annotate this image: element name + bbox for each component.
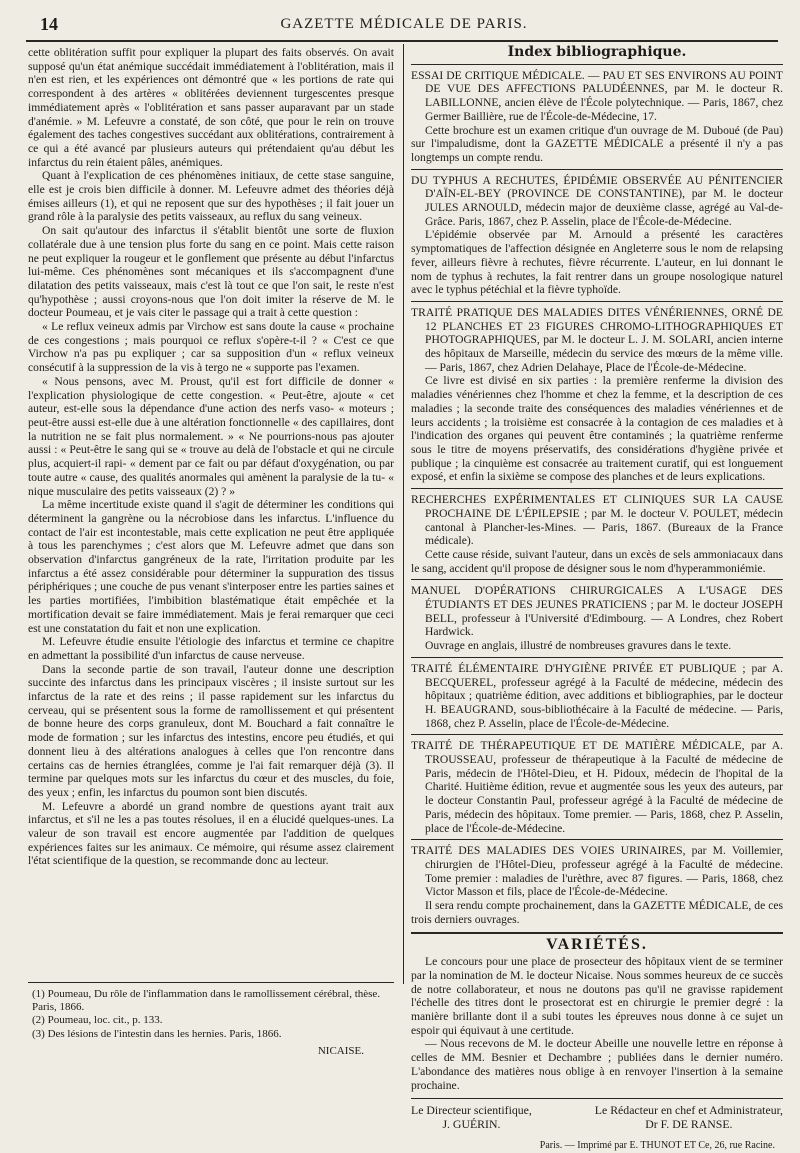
quotation: « Le reflux veineux admis par Virchow est sans doute la cause « prochaine de ces congestions ; mais pourquoi ce reflux s'opère-t-il ? « C'est ce que Virchow n'a pas pu expliquer ; car sa supposition d'un « reflux veineux consécutif à la suppression de la vis à tergo ne « supporte pas l'examen. bbox=[28, 320, 394, 375]
director-role: Le Directeur scientifique, bbox=[411, 1103, 532, 1118]
index-entry bbox=[411, 301, 783, 484]
page-header bbox=[30, 14, 778, 36]
entry-reference: TRAITÉ DES MALADIES DES VOIES URINAIRES, par M. Voillemier, chirurgien de l'Hôtel-Dieu, professeur agrégé à la Faculté de médecine. Tome premier : maladies de l'urèthre, avec 87 figures. — Paris, 1868, chez Victor Masson et fils, place de l'École-de-Médecine. bbox=[411, 844, 783, 899]
paragraph: M. Lefeuvre a abordé un grand nombre de questions ayant trait aux infarctus, et s'il ne les a pas toutes résolues, il en a élucidé quelques-unes. La valeur de son travail est encore augmentée par l'addition de quelques expériences faites sur les animaux. Ce mémoire, qui résume assez clairement l'état scientifique de la question, se recommande donc au lecteur. bbox=[28, 799, 394, 868]
paragraph: On sait qu'autour des infarctus il s'établit bientôt une sorte de fluxion collatérale due à une tension plus forte du sang en ce point. Mais cette raison ne peut expliquer la rougeur et le gonflement que présente au début l'infarctus lui-même. Ces phénomènes sont mécaniques et ils s'accompagnent d'une dilatation des petits vaisseaux, mais c'est là tout ce que l'on sait, le reste n'est qu'hypothèse ; aussi croyons-nous que l'on doit imiter la réserve de M. le docteur Poumeau, et je vais citer le passage qui a trait à cette question : bbox=[28, 224, 394, 320]
footnote: (2) Poumeau, loc. cit., p. 133. bbox=[32, 1014, 163, 1027]
editor-signature bbox=[595, 1103, 783, 1131]
index-heading: Index bibliographique. bbox=[507, 44, 687, 60]
index-entry bbox=[411, 839, 783, 926]
paragraph: La même incertitude existe quand il s'agit de déterminer les conditions qui déterminent la gangrène ou la nécrobiose dans les infarctus. L'influence du contact de l'air est incontestable, mais cette explication ne peut être appliquée à tous les parenchymes ; c'est alors que M. Lefeuvre admet que dans son observation d'infarctus gangréneux de la rate, l'irritation produite par les infarctus a été assez considérable pour déterminer la suppuration des tissus périphériques ; une couche de pus venant s'interposer entre les parties saines et les parties mortifiées, l'imbibition blastématique était empêchée et la mortification devait se faire immédiatement. Mais je ferai remarquer que ceci est une constatation du fait et non une explication. bbox=[28, 498, 394, 635]
paragraph: Le concours pour une place de prosecteur des hôpitaux vient de se terminer par la nomination de M. le docteur Nicaise. Nous sommes heureux de ce succès de notre collaborateur, et nous ne doutons pas qu'il ne gravisse rapidement l'échelle des titres dont le prosectorat est en chirurgie le premier degré : la manière brillante dont il a subi toutes les épreuves nous donne à ce sujet un espoir qui équivaut à une certitude. bbox=[411, 955, 783, 1037]
entry-comment: Cette cause réside, suivant l'auteur, dans un excès de sels ammoniacaux dans le sang, accident qu'il propose de désigner sous le nom d'hyperammoniémie. bbox=[411, 547, 783, 575]
left-column bbox=[28, 46, 394, 978]
footnote-rule bbox=[28, 982, 394, 983]
header-rule bbox=[26, 40, 778, 42]
paragraph: — Nous recevons de M. le docteur Abeille une nouvelle lettre en réponse à celles de MM. Besnier et Dechambre ; publiées dans le dernier numéro. L'abondance des matières nous oblige à en renvoyer l'insertion à la semaine prochaine. bbox=[411, 1037, 783, 1092]
entry-comment: Ce livre est divisé en six parties : la première renferme la division des maladies vénériennes chez l'homme et chez la femme, et la description de ces maladies ; la seconde traite des conséquences des maladies vénériennes et de leurs accidents ; la troisième est consacrée à la contagion de ces maladies et à l'indication des organes qui peuvent être contaminés ; la quatrième renferme sous le titre de moyens préservatifs, des considérations d'hygiène privée et publique ; la cinquième est consacrée au traitement curatif, qui est longuement exposé, et enfin la sixième se compose des planches et de leurs explications. bbox=[411, 374, 783, 484]
journal-title: GAZETTE MÉDICALE DE PARIS. bbox=[280, 16, 528, 32]
author-signature: NICAISE. bbox=[317, 1044, 364, 1057]
editor-signatures bbox=[411, 1103, 783, 1131]
varietes-heading: VARIÉTÉS. bbox=[546, 936, 648, 954]
paragraph: cette oblitération suffit pour expliquer la plupart des faits observés. On avait supposé qu'un état anémique succédait immédiatement à l'oblitération, mais il n'en est rien, et les expériences ont démontré que « les portions de rate qui correspondent à des artères « oblitérées deviennent turgescentes presque immédiatement après « l'oblitération et sans passer auparavant par un stade d'anémie. » M. Lefeuvre a constaté, de son côté, que pour le rein on trouve également des taches congestives succédant aux oblitérations, contrairement à ce qui a été avancé par plusieurs auteurs qui prétendaient qu'au début les infarctus du rein étaient pâles, anémiques. bbox=[28, 46, 394, 169]
index-entry bbox=[411, 579, 783, 653]
entry-comment: Cette brochure est un examen critique d'un ouvrage de M. Duboué (de Pau) sur l'impaludisme, dont la GAZETTE MÉDICALE a présenté il n'y a pas longtemps un compte rendu. bbox=[411, 123, 783, 164]
index-entry bbox=[411, 169, 783, 297]
printer-imprint: Paris. — Imprimé par E. THUNOT ET Ce, 26, rue Racine. bbox=[539, 1140, 775, 1152]
index-entry bbox=[411, 488, 783, 575]
entry-comment: Ouvrage en anglais, illustré de nombreuses gravures dans le texte. bbox=[425, 639, 732, 653]
entry-comment: Il sera rendu compte prochainement, dans la GAZETTE MÉDICALE, de ces trois derniers ouvrages. bbox=[411, 899, 783, 926]
paragraph: Quant à l'explication de ces phénomènes initiaux, de cette stase sanguine, elle est je crois bien difficile à donner. M. Lefeuvre admet des théories déjà émises ailleurs (1), et qui ne reposent que sur des hypothèses ; il fait jouer un grand rôle à la paralysie des petits vaisseaux, au reflux du sang veineux. bbox=[28, 169, 394, 224]
index-entry bbox=[411, 64, 783, 165]
index-entry bbox=[411, 734, 783, 835]
right-column bbox=[411, 44, 783, 1152]
footnotes bbox=[32, 988, 394, 1058]
entry-comment: L'épidémie observée par M. Arnould a présenté les caractères symptomatiques de l'affection désignée en Angleterre sous le nom de relapsing fever, ailleurs fièvre à rechutes, fièvre récurrente. L'auteur, en lui donnant le nom de typhus à rechutes, la fait rentrer dans un groupe nosologique naturel avec le typhus pétéchial et la fièvre typhoïde. bbox=[411, 228, 783, 297]
section-rule bbox=[411, 932, 783, 934]
entry-reference: TRAITÉ ÉLÉMENTAIRE D'HYGIÈNE PRIVÉE ET PUBLIQUE ; par A. BECQUEREL, professeur agrégé à la Faculté de médecine, médecin des hôpitaux ; quatrième édition, avec additions et bibliographies, par le docteur H. BEAUGRAND, sous-bibliothécaire à la Faculté de médecine. — Paris, 1868, chez P. Asselin, place de l'École-de-Médecine. bbox=[411, 661, 783, 730]
entry-reference: ESSAI DE CRITIQUE MÉDICALE. — PAU ET SES ENVIRONS AU POINT DE VUE DES AFFECTIONS PALUDÉENNES, par M. le docteur R. LABILLONNE, ancien élève de l'École polytechnique. — Paris, 1867, chez Germer Baillière, rue de l'École-de-Médecine, 17. bbox=[411, 68, 783, 123]
director-name: J. GUÉRIN. bbox=[442, 1117, 501, 1132]
quotation: « Nous pensons, avec M. Proust, qu'il est fort difficile de donner « l'explication physiologique de cette congestion. « Peut-être, ajoute « cet auteur, est-elle sous la dépendance d'une action des nerfs vaso- « moteurs ; peut-être aussi est-elle due à une altération fonctionnelle « des capillaires, dont la nutrition ne se fait plus normalement. » « Ne pourrions-nous pas ajouter aussi : « Peut-être le sang qui se « trouve au delà de l'obstacle et qui ne circule plus, acquiert-il rapi- « dement par ce fait ou par défaut d'oxygénation, ou par toute autre « cause, des qualités anormales qui amènent la paralysie de la tu- « nique musculaire des petits vaisseaux (2) ? » bbox=[28, 374, 394, 498]
footnote: (3) Des lésions de l'intestin dans les hernies. Paris, 1866. bbox=[32, 1027, 282, 1040]
entry-reference: TRAITÉ PRATIQUE DES MALADIES DITES VÉNÉRIENNES, ORNÉ DE 12 PLANCHES ET 23 FIGURES CHROMO-LITHOGRAPHIQUES ET PHOTOGRAPHIQUES, par M. le docteur L. J. M. SOLARI, ancien interne des hôpitaux de Marseille, médecin du service des mœurs de la même ville. — Paris, 1867, chez Adrien Delahaye, Place de l'École-de-Médecine. bbox=[411, 305, 783, 374]
entry-reference: MANUEL D'OPÉRATIONS CHIRURGICALES A L'USAGE DES ÉTUDIANTS ET DES JEUNES PRATICIENS ; par M. le docteur JOSEPH BELL, professeur à l'Université d'Edimbourg. — A Londres, chez Robert Hardwick. bbox=[411, 584, 783, 639]
director-signature bbox=[411, 1103, 532, 1131]
entry-reference: TRAITÉ DE THÉRAPEUTIQUE ET DE MATIÈRE MÉDICALE, par A. TROUSSEAU, professeur de thérapeutique à la Faculté de médecine de Paris, médecin de l'Hôtel-Dieu, et H. Pidoux, médecin de l'hopital de la Charité. Huitième édition, revue et augmentée sous les yeux des auteurs, par le docteur Constantin Paul, professeur agrégé à la Faculté de médecine de Paris, médecin des hôpitaux. Tome premier. — Paris, 1868, chez P. Asselin, place de l'École-de-Médecine. bbox=[411, 739, 783, 835]
entry-reference: RECHERCHES EXPÉRIMENTALES ET CLINIQUES SUR LA CAUSE PROCHAINE DE L'ÉPILEPSIE ; par M. le docteur V. POULET, médecin cantonal à Plancher-les-Mines. — Paris, 1867. (Bureaux de la France médicale). bbox=[411, 493, 783, 548]
signature-rule bbox=[411, 1098, 783, 1099]
footnote: (1) Poumeau, Du rôle de l'inflammation dans le ramollissement cérébral, thèse. Paris, 1866. bbox=[32, 988, 381, 1014]
paragraph: M. Lefeuvre étudie ensuite l'étiologie des infarctus et termine ce chapitre en admettant la possibilité d'un infarctus de cause nerveuse. bbox=[28, 635, 394, 662]
editor-role: Le Rédacteur en chef et Administrateur, bbox=[594, 1103, 783, 1118]
page-number: 14 bbox=[40, 14, 58, 34]
column-divider bbox=[403, 44, 404, 984]
paragraph: Dans la seconde partie de son travail, l'auteur donne une description succinte des infarctus dans les principaux viscères ; il insiste surtout sur les infarctus de la rate et des reins ; il passe rapidement sur les infarctus du cerveau, qui se présentent sous la forme de ramollissement et qui présentent de bonne heure des corps granuleux, dont M. Bouchard a fait connaître le mode de formation ; sur les infarctus des intestins, encore peu étudiés, et qui donnent lieu à des altérations analogues à celles que l'on rencontre dans certains cas de hernies étranglées, comme je l'ai fait remarquer déjà (3). Il termine par quelques mots sur les infarctus du cœur et des muscles, du foie, des yeux ; enfin, les infarctus du poumon sont bien discutés. bbox=[28, 662, 394, 799]
index-entry bbox=[411, 657, 783, 731]
entry-reference: DU TYPHUS A RECHUTES, ÉPIDÉMIE OBSERVÉE AU PÉNITENCIER D'AÏN-EL-BEY (PROVINCE DE CONSTANTINE), par M. le docteur JULES ARNOULD, médecin major de deuxième classe, agrégé au Val-de-Grâce. Paris, 1867, chez P. Asselin, place de l'École-de-Médecine. bbox=[411, 173, 783, 228]
editor-name: Dr F. DE RANSE. bbox=[645, 1117, 733, 1132]
